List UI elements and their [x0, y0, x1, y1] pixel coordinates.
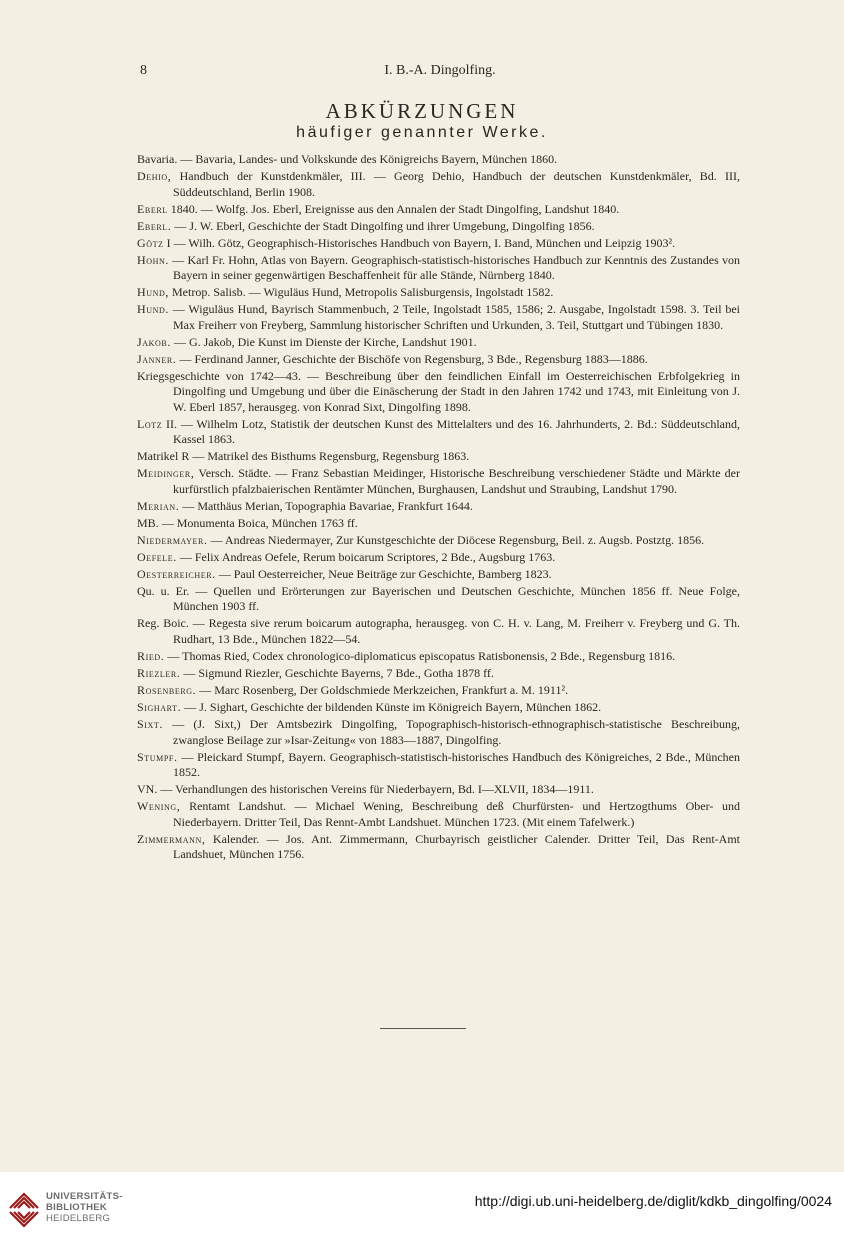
- abbreviation-entry: [137, 666, 740, 682]
- abbreviation-text: — J. W. Eberl, Geschichte der Stadt Dingolfing und ihrer Umgebung, Dingolfing 1856.: [171, 218, 595, 233]
- abbreviation-text: II. — Wilhelm Lotz, Statistik der deutschen Kunst des Mittelalters und des 16. Jahrhunderts, 2. Bd.: Süddeutschland, Kassel 1863.: [162, 416, 740, 447]
- abbreviation-key: Qu. u. Er.: [137, 583, 190, 598]
- abbreviation-entry: [137, 799, 740, 830]
- abbreviation-entry: [137, 550, 740, 566]
- abbreviation-entry: [137, 584, 740, 615]
- abbreviation-entry: [137, 449, 740, 465]
- abbreviation-text: — (J. Sixt,) Der Amtsbezirk Dingolfing, Topographisch-historisch-ethnographisch-statistische Beschreibung, zwanglose Beilage zur »Isar-Zeitung« von 1883—1887, Dingolfing.: [163, 716, 740, 747]
- abbreviation-text: — Wiguläus Hund, Bayrisch Stammenbuch, 2 Teile, Ingolstadt 1585, 1586; 2. Ausgabe, Ingolstadt 1598. 3. Teil bei Max Freiherr von Freyberg, Sammlung historischer Schriften und Urkunden, 3. Teil, Stuttgart und Tübingen 1830.: [169, 302, 740, 332]
- abbreviation-key: Hund,: [137, 285, 169, 300]
- abbreviation-text: Rentamt Landshut. — Michael Wening, Beschreibung deß Churfürsten- und Hertzogthums Ober- und Niederbayern. Dritter Teil, Das Rennt-Ambt Landshuet. München 1723. (Mit einem Tafelwerk.): [173, 799, 740, 829]
- abbreviation-key: Stumpf.: [137, 749, 178, 764]
- abbreviation-key: Niedermayer.: [137, 532, 208, 547]
- abbreviation-key: Janner.: [137, 351, 177, 366]
- abbreviation-key: Hohn.: [137, 252, 169, 267]
- abbreviation-entry: [137, 616, 740, 647]
- library-name-line1: UNIVERSITÄTS-: [46, 1191, 123, 1202]
- abbreviation-key: Ried.: [137, 649, 165, 664]
- library-name-line3: HEIDELBERG: [46, 1213, 111, 1224]
- page-title: ABKÜRZUNGEN: [325, 99, 519, 123]
- abbreviation-key: Dehio,: [137, 168, 172, 183]
- abbreviation-entry: [137, 335, 740, 351]
- abbreviation-text: — Karl Fr. Hohn, Atlas von Bayern. Geographisch-statistisch-historisches Handbuch zur Kenntnis des Zustandes von Bayern in seiner gegenwärtigen Beschaffenheit für alle Stände, Nürnberg 1840.: [169, 252, 740, 283]
- abbreviation-entry: [137, 533, 740, 549]
- abbreviation-text: 1840. — Wolfg. Jos. Eberl, Ereignisse aus den Annalen der Stadt Dingolfing, Landshut 1840.: [167, 201, 620, 216]
- abbreviation-entry: [137, 352, 740, 368]
- abbreviation-entry: [137, 700, 740, 716]
- abbreviation-entry: [137, 152, 740, 168]
- abbreviation-key: Matrikel: [137, 449, 179, 464]
- abbreviation-text: — G. Jakob, Die Kunst im Dienste der Kirche, Landshut 1901.: [170, 334, 477, 349]
- abbreviation-text: — Sigmund Riezler, Geschichte Bayerns, 7 Bde., Gotha 1878 ff.: [180, 666, 494, 680]
- abbreviation-key: Hund.: [137, 302, 169, 317]
- page-number: 8: [140, 63, 147, 78]
- abbreviation-entry: [137, 369, 740, 416]
- abbreviation-entry: [137, 202, 740, 218]
- footer-bar: [0, 1172, 844, 1241]
- abbreviation-text: — Pleickard Stumpf, Bayern. Geographisch-statistisch-historisches Handbuch des Königreiches, 2 Bde., München 1852.: [173, 749, 740, 780]
- abbreviation-list: [137, 152, 740, 864]
- abbreviation-text: — Quellen und Erörterungen zur Bayerischen und Deutschen Geschichte, München 1856 ff. Neue Folge, München 1903 ff.: [173, 583, 740, 614]
- abbreviation-entry: [137, 285, 740, 301]
- abbreviation-key: Meidinger,: [137, 466, 195, 481]
- abbreviation-key: Götz: [137, 235, 164, 250]
- abbreviation-key: Kriegsgeschichte: [137, 368, 220, 383]
- abbreviation-text: Versch. Städte. — Franz Sebastian Meidinger, Historische Beschreibung verschiedener Städte und Märkte der kurfürstlich pfalzbaierischen Rentämter München, Burghausen, Landshut und Straubing, Landshut 1790.: [173, 466, 740, 496]
- abbreviation-text: — Thomas Ried, Codex chronologico-diplomaticus episcopatus Ratisbonensis, 2 Bde., Regensburg 1816.: [164, 649, 676, 664]
- abbreviation-text: Handbuch der Kunstdenkmäler, III. — Georg Dehio, Handbuch der deutschen Kunstdenkmäler, Bd. III, Süddeutschland, Berlin 1908.: [171, 168, 740, 199]
- abbreviation-entry: [137, 683, 740, 699]
- abbreviation-key: MB.: [137, 515, 159, 530]
- abbreviation-entry: [137, 169, 740, 200]
- abbreviation-text: Kalender. — Jos. Ant. Zimmermann, Churbayrisch geistlicher Calender. Dritter Teil, Das Rent-Amt Landshuet, München 1756.: [173, 831, 740, 862]
- abbreviation-key: Merian.: [137, 498, 180, 513]
- abbreviation-entry: [137, 717, 740, 748]
- library-name-line2: BIBLIOTHEK: [46, 1202, 108, 1213]
- abbreviation-entry: [137, 567, 740, 583]
- abbreviation-entry: [137, 236, 740, 252]
- abbreviation-entry: [137, 302, 740, 333]
- abbreviation-entry: [137, 832, 740, 863]
- abbreviation-key: VN.: [137, 782, 158, 797]
- abbreviation-text: — J. Sighart, Geschichte der bildenden Künste im Königreich Bayern, München 1862.: [181, 699, 602, 714]
- abbreviation-text: — Bavaria, Landes- und Volkskunde des Königreichs Bayern, München 1860.: [177, 152, 558, 166]
- abbreviation-key: Lotz: [137, 416, 163, 431]
- abbreviation-key: Bavaria.: [137, 152, 178, 166]
- abbreviation-key: Oefele.: [137, 549, 177, 564]
- abbreviation-key: Jakob.: [137, 334, 171, 349]
- abbreviation-text: — Felix Andreas Oefele, Rerum boicarum Scriptores, 2 Bde., Augsburg 1763.: [176, 549, 556, 564]
- abbreviation-key: Oesterreicher.: [137, 566, 216, 581]
- abbreviation-key: Eberl.: [137, 218, 172, 233]
- source-url[interactable]: http://digi.ub.uni-heidelberg.de/diglit/kdkb_dingolfing/0024: [474, 1193, 832, 1209]
- abbreviation-entry: [137, 649, 740, 665]
- abbreviation-text: — Ferdinand Janner, Geschichte der Bischöfe von Regensburg, 3 Bde., Regensburg 1883—1886.: [176, 351, 648, 366]
- abbreviation-text: von 1742—43. — Beschreibung über den feindlichen Einfall im Oesterreichischen Erbfolgekrieg in Dingolfing und Umgebung und über die Einäscherung der Stadt in den Jahren 1742 und 1743, mit Einleitung von J. W. Eberl 1857, herausgeg. von Konrad Sixt, Dingolfing 1898.: [173, 368, 740, 414]
- abbreviation-entry: [137, 782, 740, 798]
- abbreviation-text: R — Matrikel des Bisthums Regensburg, Regensburg 1863.: [178, 449, 470, 464]
- abbreviation-text: — Paul Oesterreicher, Neue Beiträge zur Geschichte, Bamberg 1823.: [215, 566, 552, 581]
- abbreviation-key: Zimmermann,: [137, 831, 206, 846]
- abbreviation-text: — Andreas Niedermayer, Zur Kunstgeschichte der Diöcese Regensburg, Beil. z. Augsb. Postztg. 1856.: [207, 532, 705, 547]
- abbreviation-entry: [137, 253, 740, 284]
- abbreviation-entry: [137, 466, 740, 497]
- running-title: I. B.-A. Dingolfing.: [384, 63, 496, 78]
- end-rule: [380, 1028, 466, 1029]
- running-head: [140, 63, 740, 83]
- abbreviation-entry: [137, 750, 740, 781]
- abbreviation-text: — Monumenta Boica, München 1763 ff.: [158, 515, 358, 530]
- abbreviation-text: I — Wilh. Götz, Geographisch-Historisches Handbuch von Bayern, I. Band, München und Leipzig 1903².: [163, 235, 676, 250]
- abbreviation-entry: [137, 417, 740, 448]
- abbreviation-entry: [137, 499, 740, 515]
- abbreviation-text: — Matthäus Merian, Topographia Bavariae, Frankfurt 1644.: [179, 498, 473, 513]
- abbreviation-entry: [137, 219, 740, 235]
- abbreviation-key: Sixt.: [137, 716, 164, 731]
- abbreviation-text: — Verhandlungen des historischen Vereins für Niederbayern, Bd. I—XLVII, 1834—1911.: [157, 782, 594, 797]
- abbreviation-key: Eberl: [137, 201, 168, 216]
- library-name: [46, 1191, 123, 1224]
- abbreviation-key: Rosenberg.: [137, 682, 197, 697]
- abbreviation-entry: [137, 516, 740, 532]
- abbreviation-text: — Regesta sive rerum boicarum autographa, herausgeg. von C. H. v. Lang, M. Freiherr v. Freyberg und G. Th. Rudhart, 13 Bde., München 1822—54.: [173, 616, 740, 647]
- abbreviation-text: Metrop. Salisb. — Wiguläus Hund, Metropolis Salisburgensis, Ingolstadt 1582.: [169, 285, 554, 300]
- page-subtitle: häufiger genannter Werke.: [296, 124, 548, 141]
- abbreviation-key: Sighart.: [137, 699, 182, 714]
- abbreviation-key: Riezler.: [137, 666, 181, 680]
- abbreviation-key: Reg. Boic.: [137, 616, 189, 631]
- abbreviation-key: Wening,: [137, 799, 181, 814]
- heidelberg-library-logo-icon: [8, 1190, 40, 1228]
- abbreviation-text: — Marc Rosenberg, Der Goldschmiede Merkzeichen, Frankfurt a. M. 1911².: [196, 682, 569, 697]
